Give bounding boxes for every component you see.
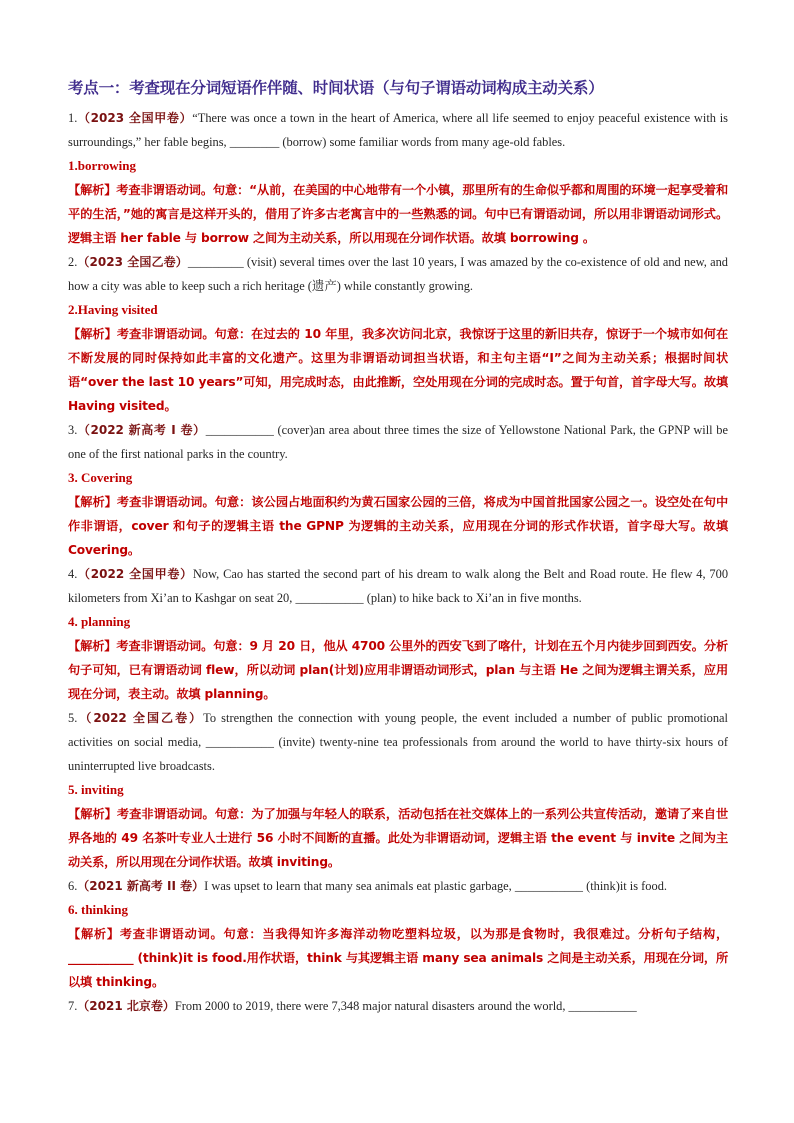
exercise-item <box>68 250 728 418</box>
answer-text: 6. thinking <box>68 902 128 917</box>
exercise-item <box>68 874 728 994</box>
explanation-text: 【解析】考查非谓语动词。句意：当我得知许多海洋动物吃塑料垃圾，以为那是食物时，我很难过。分析句子结构，___________ (think)it is food.用作状语，think 与其逻辑主语 many sea animals 之间是主动关系，用现在分词，所以填 thinking。 <box>68 927 728 989</box>
document-page <box>68 76 728 1018</box>
question-source: （2022 新高考 I 卷） <box>77 423 206 437</box>
question-number: 6. <box>68 879 78 893</box>
question-number: 3. <box>68 423 78 437</box>
question-source: （2021 北京卷） <box>77 999 175 1013</box>
question-body: ___________ (cover)an area about three times the size of Yellowstone National Park, the GPNP will be one of the first national parks in the country. <box>68 423 728 461</box>
section-heading: 考点一：考查现在分词短语作伴随、时间状语（与句子谓语动词构成主动关系） <box>68 79 604 97</box>
exercise-item <box>68 562 728 706</box>
question-text <box>68 994 728 1018</box>
question-source: （2023 全国甲卷） <box>77 111 193 125</box>
question-source: （2022 全国甲卷） <box>77 567 193 581</box>
exercise-item <box>68 106 728 250</box>
explanation-text: 【解析】考查非谓语动词。句意：在过去的 10 年里，我多次访问北京，我惊讶于这里的新旧共存，惊讶于一个城市如何在不断发展的同时保持如此丰富的文化遗产。这里为非谓语动词担当状语，和主句主语“I”之间为主动关系；根据时间状语“over the last 10 years”可知，用完成时态，由此推断，空处用现在分词的完成时态。置于句首，首字母大写。故填 Having visited。 <box>68 327 728 413</box>
question-text <box>68 706 728 778</box>
exercise-item <box>68 994 728 1018</box>
question-number: 2. <box>68 255 78 269</box>
question-text <box>68 874 728 898</box>
question-source: （2023 全国乙卷） <box>77 255 188 269</box>
question-body: I was upset to learn that many sea animals eat plastic garbage, ___________ (think)it is food. <box>204 879 667 893</box>
question-text <box>68 106 728 154</box>
explanation-text: 【解析】考查非谓语动词。句意：9 月 20 日，他从 4700 公里外的西安飞到了喀什，计划在五个月内徒步回到西安。分析句子可知，已有谓语动词 flew，所以动词 plan(计划)应用非谓语动词形式，plan 与主语 He 之间为逻辑主谓关系，应用现在分词，表主动。故填 planning。 <box>68 639 728 701</box>
explanation-text: 【解析】考查非谓语动词。句意：“从前，在美国的中心地带有一个小镇，那里所有的生命似乎都和周围的环境一起享受着和平的生活，”她的寓言是这样开头的，借用了许多古老寓言中的一些熟悉的词。句中已有谓语动词，所以用非谓语动词形式。逻辑主语 her fable 与 borrow 之间为主动关系，所以用现在分词作状语。故填 borrowing 。 <box>68 183 728 245</box>
question-number: 1. <box>68 111 78 125</box>
question-source: （2022 全国乙卷） <box>77 711 204 725</box>
question-text <box>68 418 728 466</box>
question-number: 4. <box>68 567 78 581</box>
question-number: 5. <box>68 711 78 725</box>
question-body: From 2000 to 2019, there were 7,348 major natural disasters around the world, ___________ <box>174 999 637 1013</box>
answer-text: 5. inviting <box>68 782 124 797</box>
question-body: To strengthen the connection with young people, the event included a number of public promotional activities on social media, ___________ (invite) twenty-nine tea professionals from around the world to have thirty-six hours of uninterrupted live broadcasts. <box>68 711 728 773</box>
question-body: _________ (visit) several times over the last 10 years, I was amazed by the co-existence of old and new, and how a city was able to keep such a rich heritage (遗产) while constantly growing. <box>68 255 728 293</box>
question-body: Now, Cao has started the second part of his dream to walk along the Belt and Road route. He flew 4, 700 kilometers from Xi’an to Kashgar on seat 20, ___________ (plan) to hike back to Xi’an in five months. <box>68 567 729 605</box>
question-body: “There was once a town in the heart of America, where all life seemed to enjoy peaceful existence with is surroundings,” her fable begins, ________ (borrow) some familiar words from many age-old fables. <box>68 111 728 149</box>
question-text <box>68 250 728 298</box>
answer-text: 3. Covering <box>68 470 133 485</box>
answer-text: 2.Having visited <box>68 302 158 317</box>
question-source: （2021 新高考 II 卷） <box>77 879 205 893</box>
answer-text: 4. planning <box>68 614 131 629</box>
exercise-item <box>68 706 728 874</box>
question-text <box>68 562 728 610</box>
question-number: 7. <box>68 999 78 1013</box>
exercise-item <box>68 418 728 562</box>
explanation-text: 【解析】考查非谓语动词。句意：该公园占地面积约为黄石国家公园的三倍，将成为中国首批国家公园之一。设空处在句中作非谓语，cover 和句子的逻辑主语 the GPNP 为逻辑的主动关系，应用现在分词的形式作状语，首字母大写。故填 Covering。 <box>68 495 728 557</box>
answer-text: 1.borrowing <box>68 158 137 173</box>
explanation-text: 【解析】考查非谓语动词。句意：为了加强与年轻人的联系，活动包括在社交媒体上的一系列公共宣传活动，邀请了来自世界各地的 49 名茶叶专业人士进行 56 小时不间断的直播。此处为非谓语动词，逻辑主语 the event 与 invite 之间为主动关系，所以用现在分词作状语。故填 inviting。 <box>68 807 728 869</box>
